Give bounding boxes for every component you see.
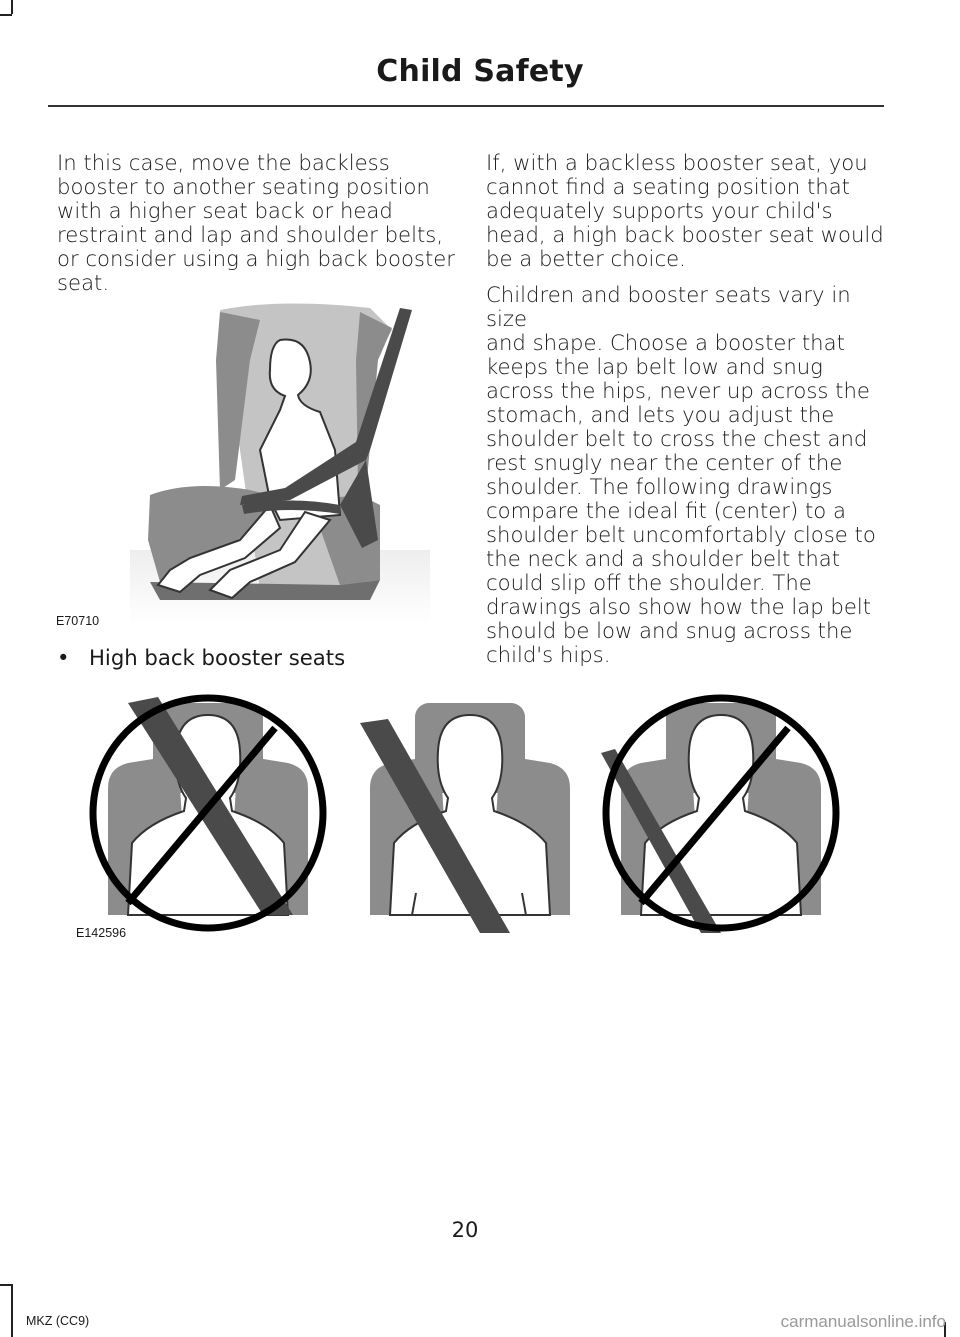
left-paragraph: In this case, move the backless booster to another seating position with a higher seat back or head restraint and lap and shoulder belts, or consider using a high back booster seat. xyxy=(57,150,456,295)
booster-seat-illustration xyxy=(130,300,430,625)
figure-code: E142596 xyxy=(76,926,127,940)
page-title: Child Safety xyxy=(376,54,584,89)
footer-model: MKZ (CC9) xyxy=(26,1314,90,1328)
watermark: carmanualsonline.info xyxy=(780,1312,946,1331)
crop-mark xyxy=(11,0,13,14)
right-paragraph-1: If, with a backless booster seat, you cannot find a seating position that adequately supports your child's head, a high back booster seat would be a better choice. xyxy=(486,150,884,271)
figure-code: E70710 xyxy=(56,614,100,628)
belt-fit-comparison xyxy=(80,693,860,938)
page-number: 20 xyxy=(451,1218,479,1242)
belt-ideal-fit xyxy=(360,703,570,933)
header-rule xyxy=(48,105,884,107)
crop-mark xyxy=(0,14,12,16)
crop-mark xyxy=(11,1284,13,1337)
crop-mark xyxy=(0,1284,12,1286)
right-paragraph-2: Children and booster seats vary in size and shape. Choose a booster that keeps the lap belt low and snug across the hips, never up across the stomach, and lets you adjust the shoulder belt to cross the chest and rest snugly near the center of the shoulder. The following drawings compare the ideal fit (center) to a shoulder belt uncomfortably close to the neck and a shoulder belt that could slip off the shoulder. The drawings also show how the lap belt should be low and snug across the child's hips. xyxy=(486,282,876,667)
